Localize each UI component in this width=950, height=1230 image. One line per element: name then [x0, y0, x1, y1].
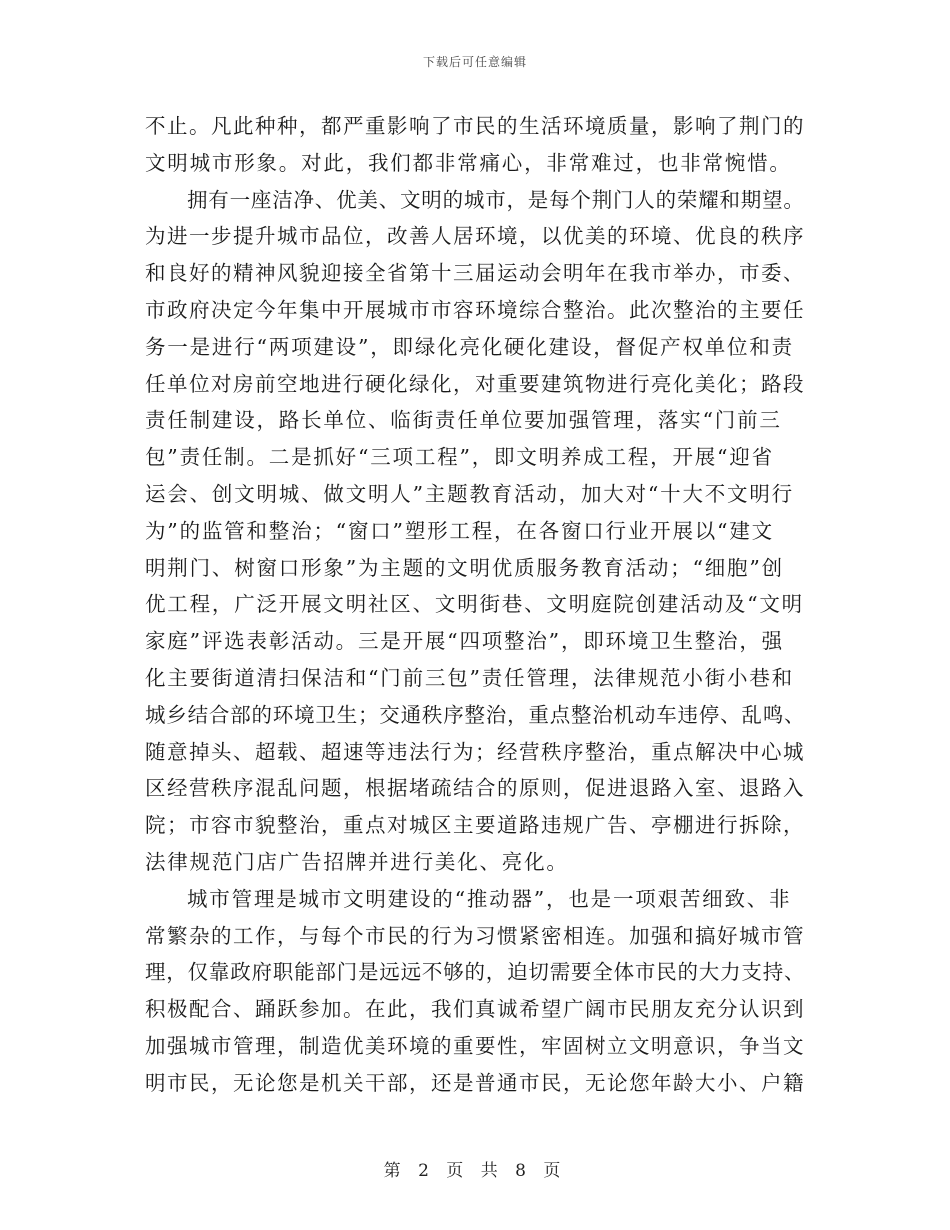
text-line: 和良好的精神风貌迎接全省第十三届运动会明年在我市举办，市委、: [145, 261, 805, 286]
text-line: 不止。凡此种种，都严重影响了市民的生活环境质量，影响了荆门的: [145, 114, 805, 138]
text-line: 区经营秩序混乱问题，根据堵疏结合的原则，促进退路入室、退路入: [145, 776, 805, 801]
text-line: 加强城市管理，制造优美环境的重要性，牢固树立文明意识，争当文: [145, 1033, 805, 1058]
text-line: 理，仅靠政府职能部门是远远不够的，迫切需要全体市民的大力支持、: [145, 960, 806, 985]
paragraph-first-line: 城市管理是城市文明建设的“推动器”，也是一项艰苦细致、非: [187, 886, 792, 911]
text-line: 任单位对房前空地进行硬化绿化，对重要建筑物进行亮化美化；路段: [145, 371, 805, 396]
text-line: 家庭”评选表彰活动。三是开展“四项整治”，即环境卫生整治，强: [145, 629, 784, 654]
page-number-footer: 第 2 页 共 8 页: [383, 1161, 567, 1181]
text-line: 化主要街道清扫保洁和“门前三包”责任管理，法律规范小街小巷和: [145, 665, 794, 690]
text-line: 为”的监管和整治；“窗口”塑形工程，在各窗口行业开展以“建文: [145, 518, 774, 543]
text-line: 务一是进行“两项建设”，即绿化亮化硬化建设，督促产权单位和责: [145, 334, 794, 359]
document-body: [145, 108, 805, 1102]
text-line: 院；市容市貌整治，重点对城区主要道路违规广告、亭棚进行拆除，: [145, 813, 805, 838]
page-header: 下载后可任意编辑: [422, 55, 527, 69]
text-line: 明市民，无论您是机关干部，还是普通市民，无论您年龄大小、户籍: [145, 1070, 805, 1095]
text-line: 为进一步提升城市品位，改善人居环境，以优美的环境、优良的秩序: [145, 224, 805, 249]
text-line: 运会、创文明城、做文明人”主题教育活动，加大对“十大不文明行: [145, 481, 794, 506]
text-line: 常繁杂的工作，与每个市民的行为习惯紧密相连。加强和搞好城市管: [145, 923, 805, 948]
text-line: 市政府决定今年集中开展城市市容环境综合整治。此次整治的主要任: [145, 297, 805, 322]
text-line: 文明城市形象。对此，我们都非常痛心，非常难过，也非常惋惜。: [145, 150, 792, 175]
paragraph-first-line: 拥有一座洁净、优美、文明的城市，是每个荆门人的荣耀和期望。: [187, 187, 805, 212]
text-line: 优工程，广泛开展文明社区、文明街巷、文明庭院创建活动及“文明: [145, 592, 804, 617]
text-line: 城乡结合部的环境卫生；交通秩序整治，重点整治机动车违停、乱鸣、: [145, 702, 806, 727]
text-line: 积极配合、踊跃参加。在此，我们真诚希望广阔市民朋友充分认识到: [145, 997, 805, 1022]
text-line: 包”责任制。二是抓好“三项工程”，即文明养成工程，开展“迎省: [145, 445, 774, 470]
text-line: 明荆门、树窗口形象”为主题的文明优质服务教育活动；“细胞”创: [145, 555, 784, 580]
text-line: 法律规范门店广告招牌并进行美化、亮化。: [145, 849, 569, 874]
text-line: 随意掉头、超载、超速等违法行为；经营秩序整治，重点解决中心城: [145, 739, 805, 764]
text-line: 责任制建设，路长单位、临街责任单位要加强管理，落实“门前三: [145, 408, 782, 433]
